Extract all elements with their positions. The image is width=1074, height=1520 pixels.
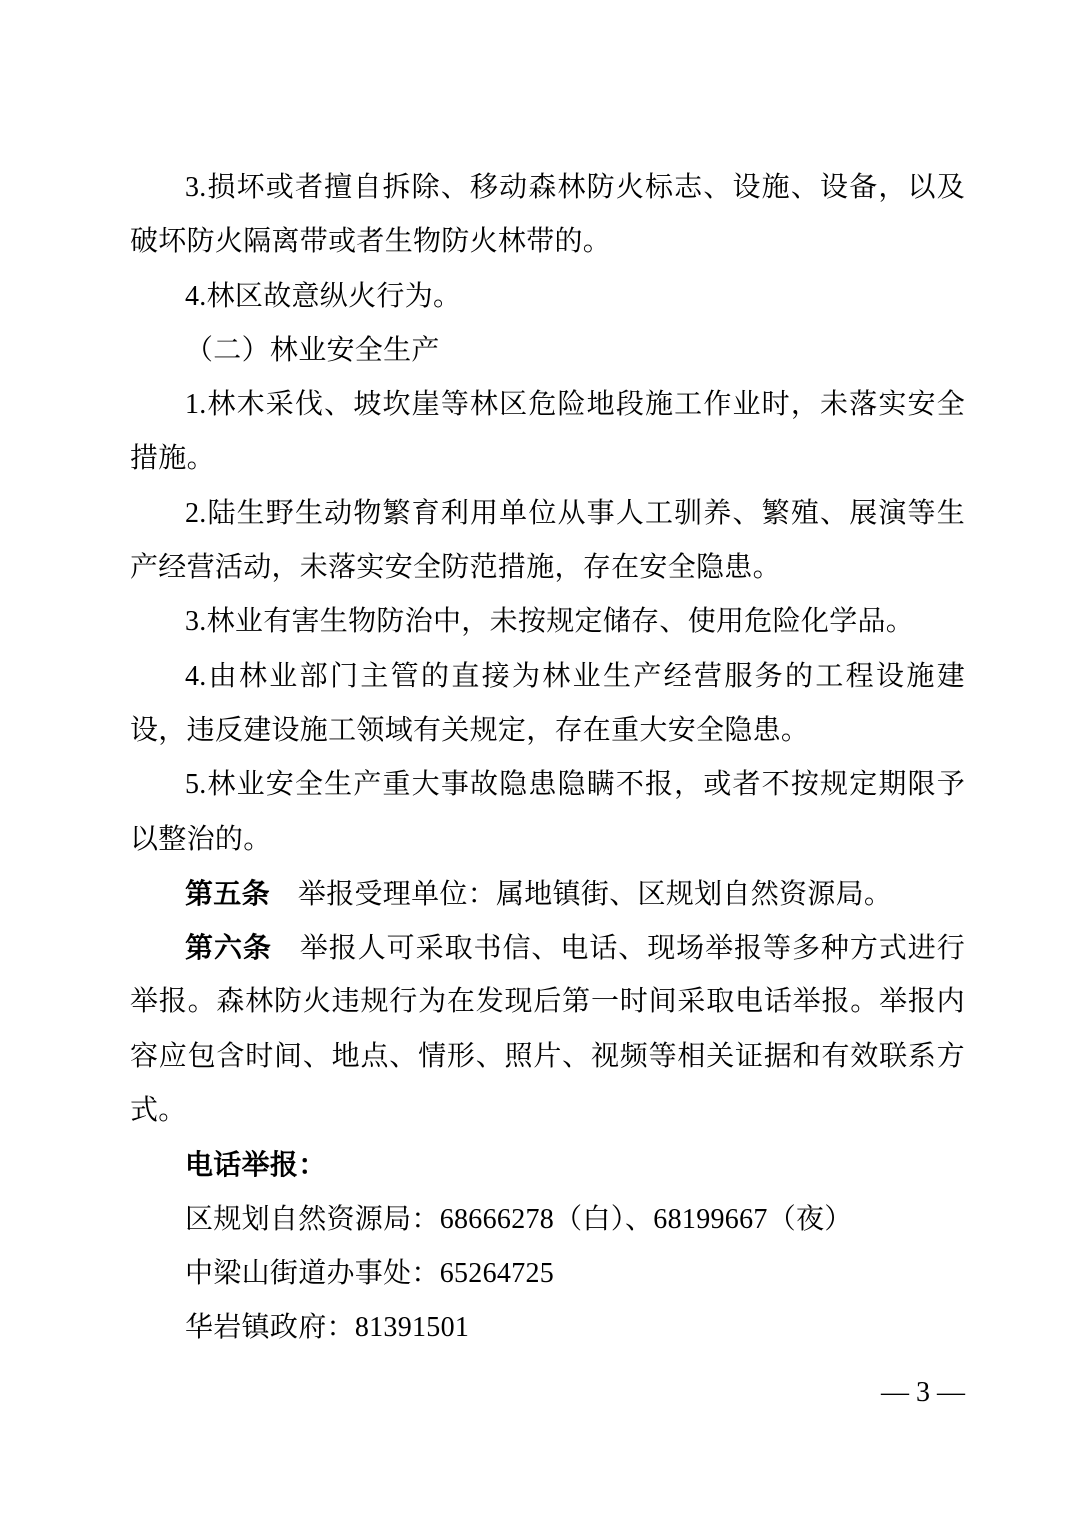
contact-line [130, 1301, 965, 1355]
paragraph-line: 以整治的。 [130, 823, 272, 855]
paragraph-line: 式。 [130, 1095, 187, 1127]
contact-name: 中梁山街道办事处： [185, 1257, 440, 1289]
page-number: — 3 — [881, 1377, 965, 1408]
contact-name: 华岩镇政府： [185, 1312, 355, 1344]
contact-phone: 68666278（白）、68199667（夜） [439, 1203, 853, 1235]
paragraph-line: 3.损坏或者擅自拆除、移动森林防火标志、设施、设备，以及 [185, 172, 965, 203]
contact-line [130, 1193, 965, 1247]
paragraph-line: 产经营活动，未落实安全防范措施，存在安全隐患。 [130, 552, 781, 584]
document-body [130, 161, 965, 1356]
article-text: 举报人可采取书信、电话、现场举报等多种方式进行 [299, 933, 965, 965]
article-5 [130, 867, 965, 921]
paragraph-line [130, 921, 965, 975]
list-item [130, 487, 965, 596]
list-item [130, 378, 965, 487]
article-label: 第五条 [185, 877, 270, 909]
list-item [130, 650, 965, 759]
paragraph-line: 1.林木采伐、坡坎崖等林区危险地段施工作业时，未落实安全 [185, 389, 965, 421]
paragraph-line: 4.林区故意纵火行为。 [185, 280, 462, 312]
contact-phone: 65264725 [439, 1257, 555, 1289]
list-item [130, 758, 965, 867]
paragraph-line: 措施。 [130, 443, 215, 475]
contact-name: 区规划自然资源局： [185, 1203, 440, 1235]
paragraph-line: 设，违反建设施工领域有关规定，存在重大安全隐患。 [130, 714, 810, 746]
paragraph-line: 举报。森林防火违规行为在发现后第一时间采取电话举报。举报内 [130, 986, 965, 1018]
paragraph-line: 5.林业安全生产重大事故隐患隐瞒不报，或者不按规定期限予 [185, 769, 965, 801]
article-text: 举报受理单位：属地镇街、区规划自然资源局。 [297, 878, 893, 910]
phone-report-heading: 电话举报： [185, 1149, 327, 1181]
list-item [130, 595, 965, 649]
section-heading: （二）林业安全生产 [185, 334, 440, 366]
paragraph-line: 容应包含时间、地点、情形、照片、视频等相关证据和有效联系方 [130, 1040, 965, 1072]
list-item [130, 161, 965, 270]
contact-line [130, 1247, 965, 1301]
paragraph-line: 3.林业有害生物防治中，未按规定储存、使用危险化学品。 [185, 606, 915, 638]
paragraph-line: 破坏防火隔离带或者生物防火林带的。 [130, 226, 612, 258]
list-item [130, 270, 965, 324]
article-6 [130, 921, 965, 1138]
article-label: 第六条 [185, 932, 272, 964]
paragraph-line: 4.由林业部门主管的直接为林业生产经营服务的工程设施建 [185, 660, 965, 692]
contact-phone: 81391501 [354, 1312, 470, 1344]
paragraph-line: 2.陆生野生动物繁育利用单位从事人工驯养、繁殖、展演等生 [185, 497, 965, 529]
